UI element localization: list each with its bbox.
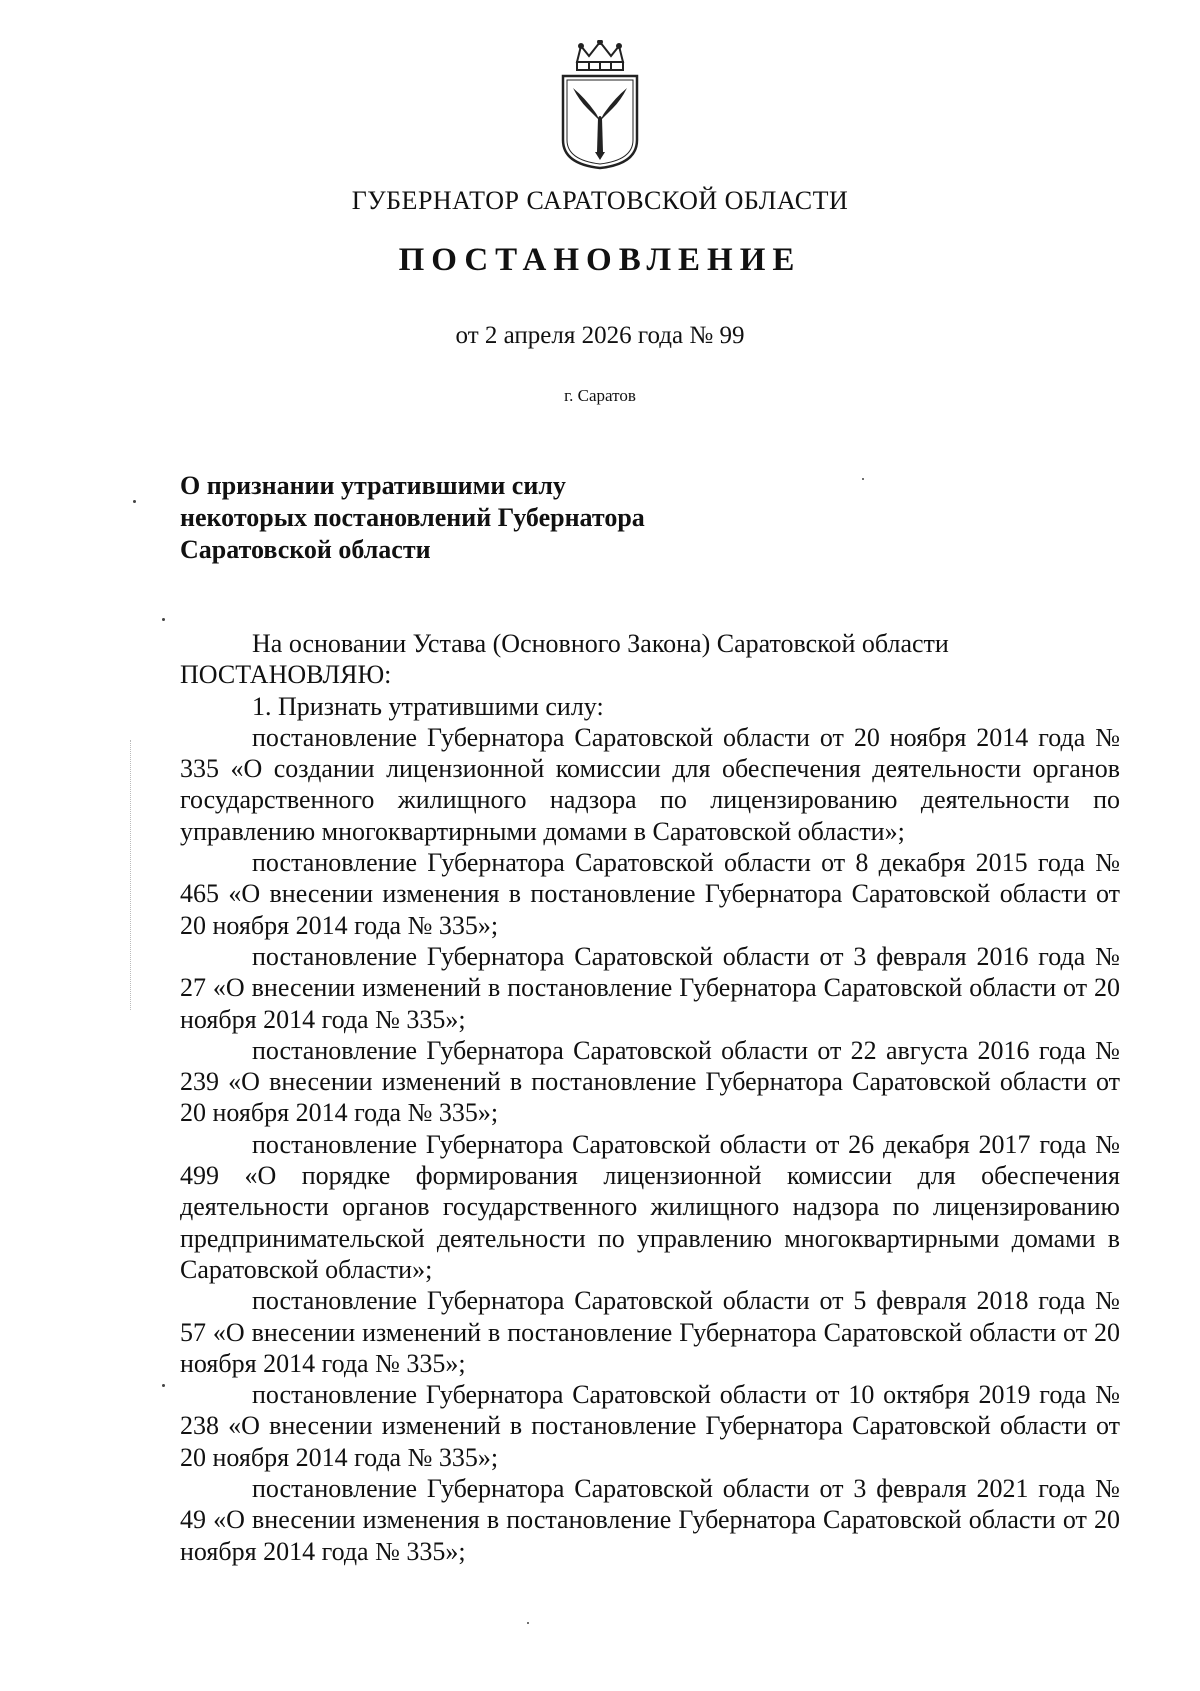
saratov-coat-of-arms-icon: [555, 40, 645, 170]
preamble-paragraph: На основании Устава (Основного Закона) Саратовской области: [252, 629, 949, 658]
document-date-number: от 2 апреля 2026 года № 99: [455, 322, 745, 349]
repealed-act-paragraph: постановление Губернатора Саратовской области от 22 августа 2016 года № 239 «О внесении изменений в постановление Губернатора Саратовской области от 20 ноября 2014 года № 335»;: [180, 1035, 1120, 1128]
decree-word: ПОСТАНОВЛЯЮ:: [180, 660, 392, 690]
document-body: [180, 628, 1120, 1567]
repealed-act-paragraph: постановление Губернатора Саратовской области от 3 февраля 2021 года № 49 «О внесении изменения в постановление Губернатора Саратовской области от 20 ноября 2014 года № 335»;: [180, 1474, 1120, 1566]
scan-speck: [527, 1622, 529, 1624]
scan-speck: [162, 1384, 165, 1387]
subject-line: Саратовской области: [180, 535, 431, 564]
repealed-act-paragraph: постановление Губернатора Саратовской области от 26 декабря 2017 года № 499 «О порядке формирования лицензионной комиссии для обеспечения деятельности органов государственного жилищного надзора по лицензированию предпринимательской деятельности по управлению многоквартирными домами в Саратовской области»;: [180, 1129, 1120, 1284]
repealed-act-paragraph: постановление Губернатора Саратовской области от 8 декабря 2015 года № 465 «О внесении изменения в постановление Губернатора Саратовской области от 20 ноября 2014 года № 335»;: [180, 848, 1120, 940]
subject-line: некоторых постановлений Губернатора: [180, 503, 645, 532]
scan-speck: [162, 618, 165, 621]
repealed-act-paragraph: постановление Губернатора Саратовской области от 20 ноября 2014 года № 335 «О создании лицензионной комиссии для обеспечения деятельности органов государственного жилищного надзора по лицензированию деятельности по управлению многоквартирными домами в Саратовской области»;: [180, 722, 1120, 846]
scan-edge-line: [130, 740, 131, 1010]
repealed-act-paragraph: постановление Губернатора Саратовской области от 10 октября 2019 года № 238 «О внесении изменений в постановление Губернатора Саратовской области от 20 ноября 2014 года № 335»;: [180, 1380, 1120, 1472]
scan-speck: [133, 500, 136, 503]
document-type-title: ПОСТАНОВЛЕНИЕ: [398, 242, 802, 278]
subject-line: О признании утратившими силу: [180, 471, 566, 500]
repealed-act-paragraph: постановление Губернатора Саратовской области от 5 февраля 2018 года № 57 «О внесении изменений в постановление Губернатора Саратовской области от 20 ноября 2014 года № 335»;: [180, 1286, 1120, 1378]
scan-speck: [862, 478, 864, 480]
document-subject: [180, 470, 780, 566]
issuing-authority: ГУБЕРНАТОР САРАТОВСКОЙ ОБЛАСТИ: [351, 186, 849, 215]
document-place: г. Саратов: [564, 386, 636, 405]
repealed-act-paragraph: постановление Губернатора Саратовской области от 3 февраля 2016 года № 27 «О внесении изменений в постановление Губернатора Саратовской области от 20 ноября 2014 года № 335»;: [180, 941, 1120, 1034]
item-1-paragraph: 1. Признать утратившими силу:: [252, 691, 604, 721]
